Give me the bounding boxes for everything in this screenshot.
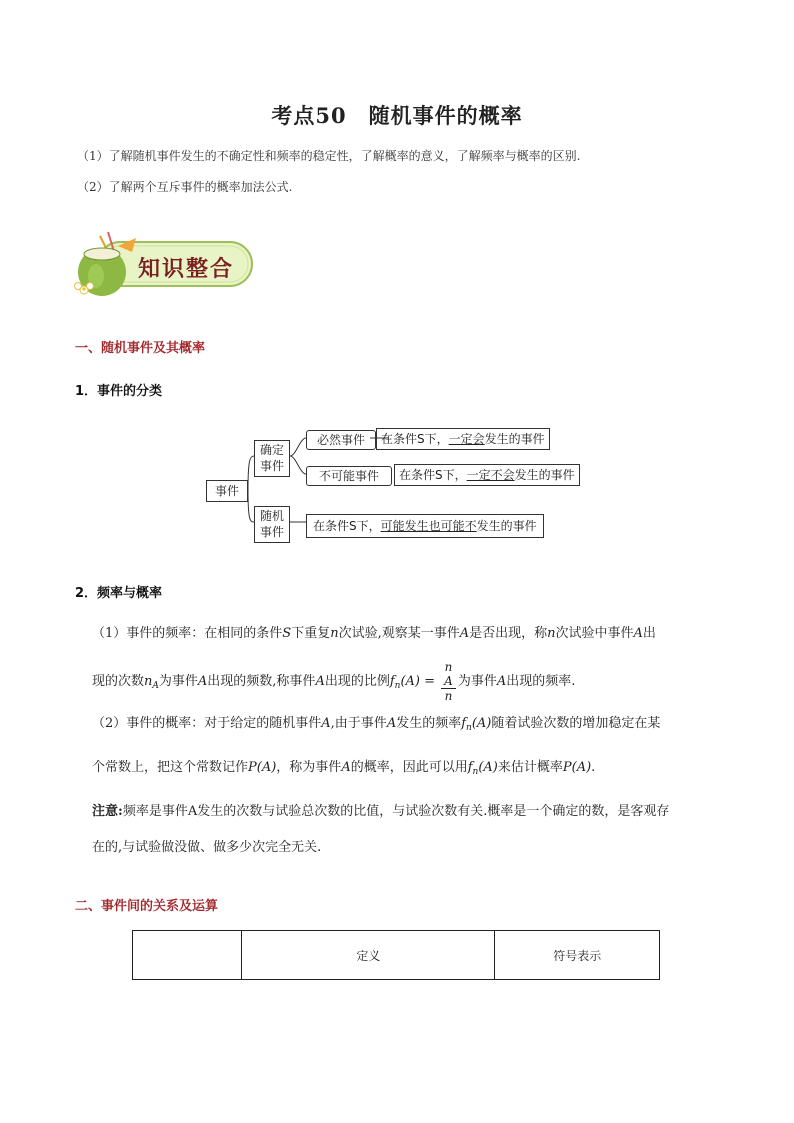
sure-desc-underlined: 一定会 xyxy=(448,432,485,446)
note-line-1 xyxy=(92,802,669,822)
text: 的概率，因此可以用 xyxy=(350,760,468,775)
text: 次试验,观察某一事件 xyxy=(338,626,460,641)
math-a: A xyxy=(496,674,507,689)
table-header-cell: 定义 xyxy=(242,931,495,980)
subheading-frequency-probability: 2．频率与概率 xyxy=(75,586,163,601)
table-header-row xyxy=(133,931,660,980)
diagram-sure-event-node: 必然事件 xyxy=(306,430,376,450)
math-n: n xyxy=(547,626,556,641)
random-desc-suffix: 发生的事件 xyxy=(476,519,537,533)
table-header-cell: 符号表示 xyxy=(495,931,660,980)
diagram-random-description xyxy=(306,514,544,538)
math-p-a: P(A) xyxy=(248,760,277,775)
diagram-impossible-description xyxy=(394,464,580,486)
impossible-desc-underlined: 一定不会 xyxy=(466,468,515,482)
text: （2）事件的概率：对于给定的随机事件 xyxy=(92,716,322,731)
text: 出现的频数,称事件 xyxy=(207,674,316,689)
objective-1: （1）了解随机事件发生的不确定性和频率的稳定性，了解概率的意义，了解频率与概率的区别. xyxy=(77,149,581,163)
impossible-desc-prefix: 在条件S下， xyxy=(399,468,467,482)
diagram-root-node: 事件 xyxy=(206,480,248,502)
math-a: A xyxy=(197,674,208,689)
math-fn-a: $f_n(A)$ xyxy=(461,716,492,733)
note-line-2 xyxy=(92,838,321,858)
page-title: 考点50 随机事件的概率 xyxy=(271,103,523,128)
math-n-a: $n_A$ xyxy=(144,674,159,691)
section-heading-1: 一、随机事件及其概率 xyxy=(75,341,206,356)
math-fn-a: $f_n(A)$ xyxy=(467,760,498,777)
text: 次试验中事件 xyxy=(555,626,634,641)
sure-desc-prefix: 在条件S下， xyxy=(381,432,449,446)
text: 下重复 xyxy=(291,626,331,641)
text: 发生的频率 xyxy=(396,716,462,731)
math-p-a: P(A) xyxy=(562,760,592,775)
text: 是否出现，称 xyxy=(469,626,548,641)
fraction-na-over-n: n A n xyxy=(441,660,456,703)
note-text: 频率是事件A发生的次数与试验总次数的比值，与试验次数有关.概率是一个确定的数，是客观存 xyxy=(122,804,670,819)
math-a: A xyxy=(321,716,331,731)
math-fn-a: $f_n(A)$ = xyxy=(389,674,440,691)
table-header-cell xyxy=(133,931,242,980)
probability-paragraph-line-1 xyxy=(92,714,660,738)
math-a: A xyxy=(341,760,351,775)
impossible-desc-suffix: 发生的事件 xyxy=(514,468,575,482)
objective-2: （2）了解两个互斥事件的概率加法公式. xyxy=(77,180,293,194)
probability-paragraph-line-2 xyxy=(92,758,595,782)
section-heading-2: 二、事件间的关系及运算 xyxy=(75,899,219,914)
note-text: 在的,与试验做没做、做多少次完全无关. xyxy=(92,840,322,855)
diagram-random-node: 随机事件 xyxy=(254,506,290,543)
text: 出 xyxy=(642,626,656,641)
text: （1）事件的频率：在相同的条件 xyxy=(92,626,283,641)
random-desc-underlined: 可能发生也可能不 xyxy=(380,519,477,533)
sure-desc-suffix: 发生的事件 xyxy=(484,432,545,446)
random-desc-prefix: 在条件S下， xyxy=(313,519,381,533)
text: 为事件 xyxy=(158,674,198,689)
math-n: n xyxy=(330,626,339,641)
badge-label: 知识整合 xyxy=(138,256,235,282)
text: 现的次数 xyxy=(92,674,145,689)
text: 个常数上，把这个常数记作 xyxy=(92,760,249,775)
diagram-impossible-event-node: 不可能事件 xyxy=(306,466,392,486)
frequency-paragraph-line-1 xyxy=(92,624,656,644)
math-a: A xyxy=(315,674,325,689)
math-s: S xyxy=(282,626,292,641)
note-label: 注意: xyxy=(92,804,123,819)
text: 来估计概率 xyxy=(497,760,563,775)
math-a: A xyxy=(633,626,643,641)
text: 为事件 xyxy=(457,674,497,689)
knowledge-summary-badge xyxy=(70,228,256,300)
event-classification-diagram xyxy=(200,420,600,546)
text: 出现的比例 xyxy=(324,674,390,689)
frequency-paragraph-line-2 xyxy=(92,660,575,703)
event-relations-table xyxy=(132,930,660,980)
math-a: A xyxy=(459,626,470,641)
text: . xyxy=(591,760,596,775)
diagram-sure-description xyxy=(376,428,550,450)
text: 出现的频率. xyxy=(506,674,576,689)
text: ，称为事件 xyxy=(276,760,342,775)
text: 随着试验次数的增加稳定在某 xyxy=(491,716,661,731)
diagram-certain-node: 确定事件 xyxy=(254,440,290,477)
subheading-event-classification: 1．事件的分类 xyxy=(75,384,163,399)
text: ,由于事件 xyxy=(330,716,387,731)
math-a: A xyxy=(386,716,397,731)
